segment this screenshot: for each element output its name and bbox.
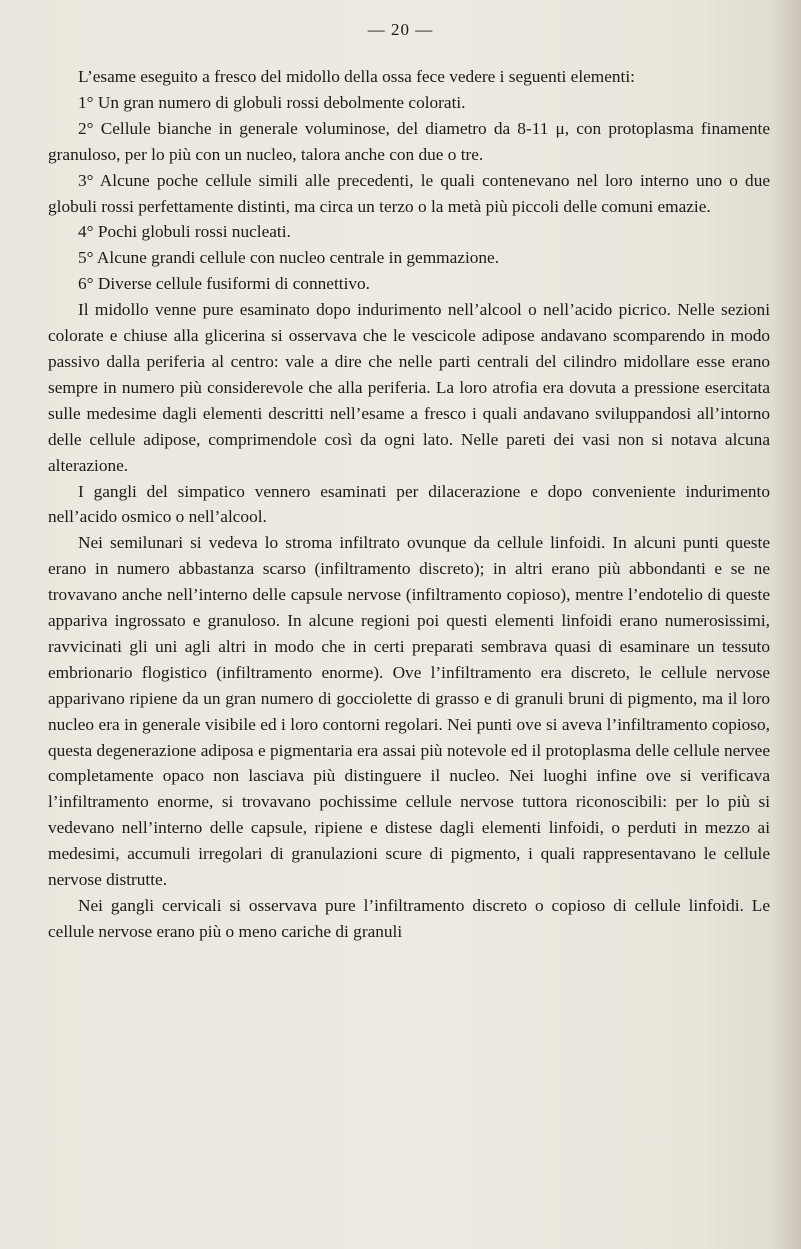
paragraph: L’esame eseguito a fresco del midollo della ossa fece vedere i seguenti elementi: — [78, 67, 635, 86]
paragraph: Nei semilunari si vedeva lo stroma infiltrato ovunque da cellule linfoidi. In alcuni punti queste erano in numero abbastanza scarso (infiltramento discreto); in altri erano più abbondanti e se ne trovavano anche nell’interno delle capsule nervose (infiltramento copioso), mentre l’endotelio di queste appariva ingrossato e granuloso. In alcune regioni poi questi elementi linfoidi erano numerosissimi, ravvicinati gli uni agli altri in modo che in certi preparati sembrava quasi di esaminare un tessuto embrionario flogistico (infiltramento enorme). Ove l’infiltramento era discreto, le cellule nervose apparivano ripiene da un gran numero di gocciolette di grasso e di granuli bruni di pigmento, ma il loro nucleo era in generale visibile ed i loro contorni regolari. Nei punti ove si aveva l’infiltramento copioso, questa degenerazione adiposa e pigmentaria era assai più notevole ed il protoplasma delle cellule nervee completamente opaco non lasciava più distinguere il nucleo. Nei luoghi infine ove si verificava l’infiltramento enorme, si trovavano pochissime cellule nervose tuttora riconoscibili: per lo più si vedevano nell’interno delle capsule, ripiene e distese dagli elementi linfoidi, o perduti in mezzo ai medesimi, accumuli irregolari di granulazioni scure di pigmento, i quali rappresentavano le cellule nervose distrutte. — [48, 533, 770, 890]
list-item: 5° Alcune grandi cellule con nucleo centrale in gemmazione. — [78, 248, 500, 268]
page-edge-shadow — [773, 0, 801, 1249]
paragraph: I gangli del simpatico vennero esaminati per dilacerazione e dopo conveniente indurimento nell’acido osmico o nell’alcool. — [48, 481, 770, 527]
list-item: 1° Un gran numero di globuli rossi debolmente colorati. — [78, 92, 466, 112]
paragraph: Il midollo venne pure esaminato dopo indurimento nell’alcool o nell’acido picrico. Nelle sezioni colorate e chiuse alla glicerina si osservava che le vescicole adipose andavano scomparendo in modo passivo dalla periferia al centro: vale a dire che nelle parti centrali del cilindro midollare esse erano sempre in numero più considerevole che alla periferia. La loro atrofia era dovuta a pressione esercitata sulle medesime dagli elementi descritti nell’esame a fresco i quali andavano sviluppandosi all’intorno delle cellule adipose, comprimendole così da ogni lato. Nelle pareti dei vasi non si notava alcuna alterazione. — [48, 300, 770, 475]
list-item: 2° Cellule bianche in generale voluminose, del diametro da 8-11 μ, con protoplasma finamente granuloso, per lo più con un nucleo, talora anche con due o tre. — [48, 118, 770, 164]
list-item: 3° Alcune poche cellule simili alle precedenti, le quali contenevano nel loro interno uno o due globuli rossi perfettamente distinti, ma circa un terzo o la metà più piccoli delle comuni emazie. — [48, 170, 770, 216]
paragraph: Nei gangli cervicali si osservava pure l’infiltramento discreto o copioso di cellule linfoidi. Le cellule nervose erano più o meno cariche di granuli — [48, 896, 770, 941]
body-text — [48, 64, 770, 945]
page-number: — 20 — — [367, 20, 434, 39]
list-item: 6° Diverse cellule fusiformi di connettivo. — [78, 274, 370, 294]
list-item: 4° Pochi globuli rossi nucleati. — [78, 222, 291, 242]
